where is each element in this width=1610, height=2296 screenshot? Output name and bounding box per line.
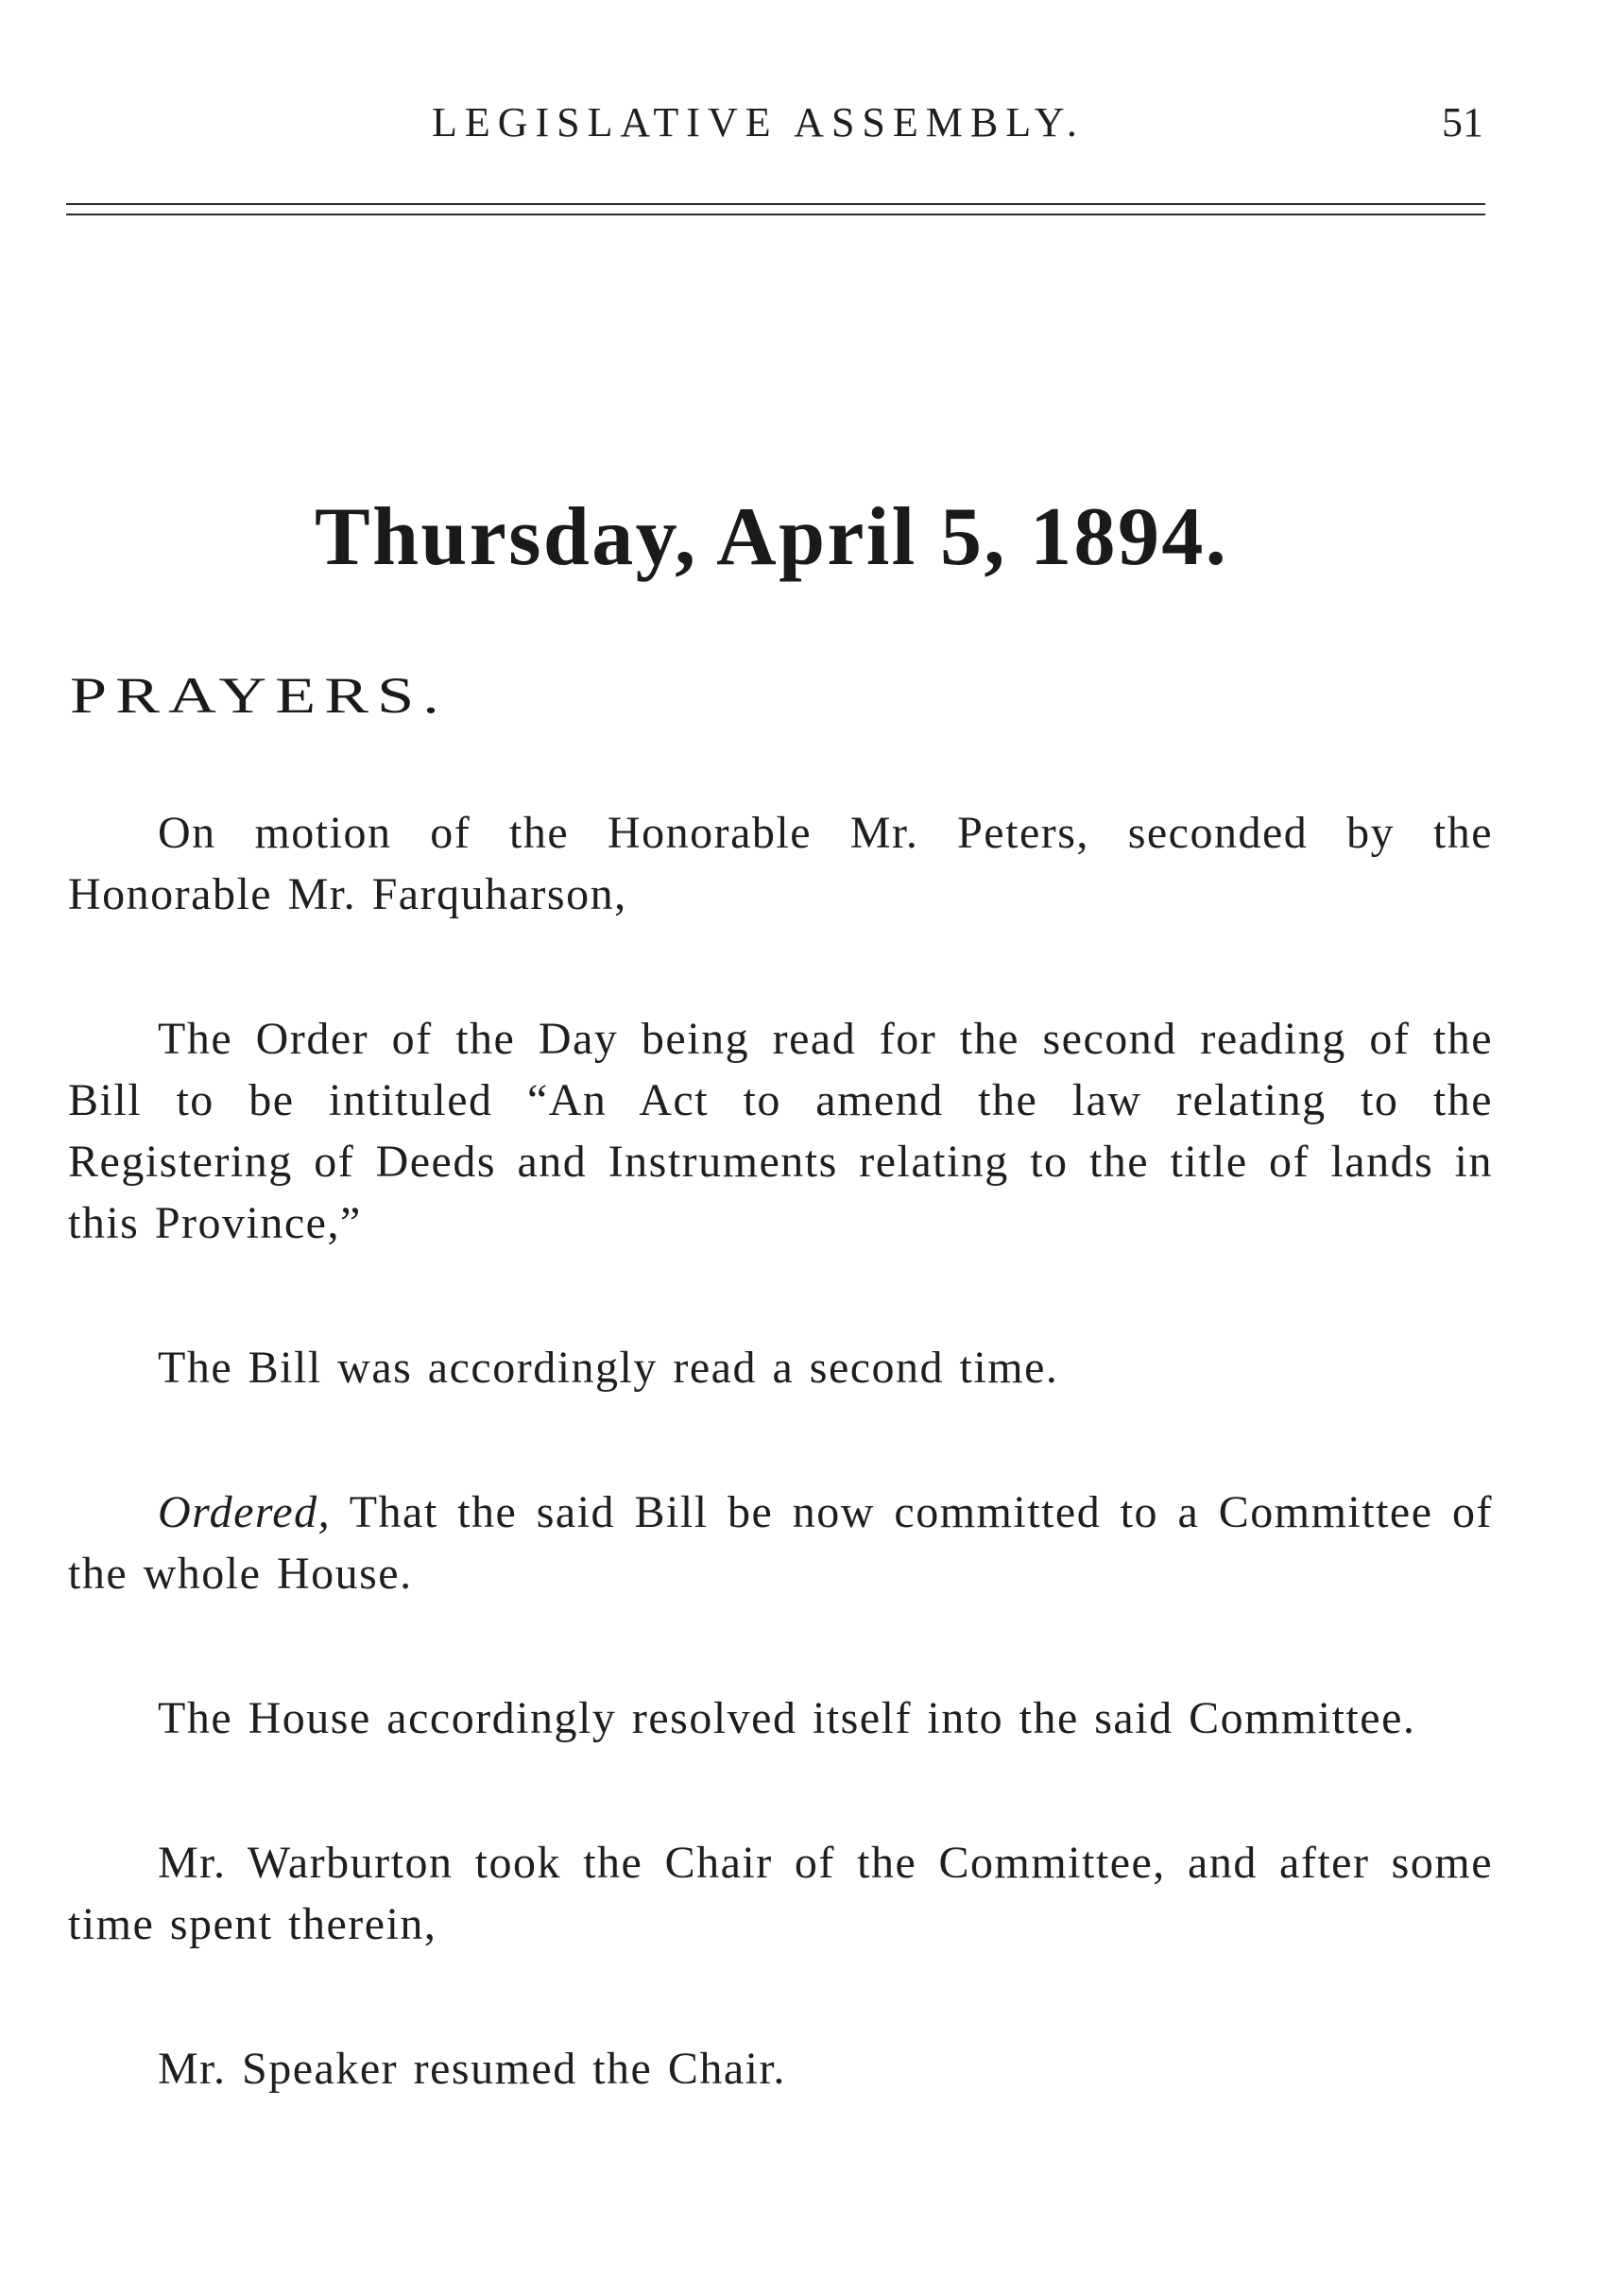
paragraph-order-of-the-day bbox=[68, 1008, 1493, 1254]
page-number: 51 bbox=[1442, 99, 1483, 146]
paragraph-line: The House accordingly resolved itself into the said Committee. bbox=[158, 1693, 1416, 1743]
date-heading: Thursday, April 5, 1894. bbox=[315, 491, 1229, 583]
paragraph-line: Registering of Deeds and Instruments relating to the title of lands in bbox=[68, 1137, 1493, 1187]
paragraph-ordered-committed bbox=[68, 1482, 1493, 1604]
paragraph-chair-taken bbox=[68, 1832, 1493, 1955]
paragraph-motion bbox=[68, 802, 1493, 925]
paragraph-house-resolved bbox=[68, 1688, 1493, 1749]
paragraph-line: The Order of the Day being read for the second reading of the bbox=[158, 1014, 1493, 1064]
paragraph-line: The Bill was accordingly read a second time. bbox=[158, 1343, 1059, 1393]
paragraph-line: On motion of the Honorable Mr. Peters, seconded by the bbox=[158, 808, 1493, 858]
paragraph-second-reading bbox=[68, 1337, 1493, 1398]
paragraph-line: time spent therein, bbox=[68, 1899, 437, 1949]
paragraph-line: the whole House. bbox=[68, 1549, 413, 1599]
paragraph-line: this Province,” bbox=[68, 1198, 362, 1248]
journal-body bbox=[68, 802, 1493, 2099]
paragraph-line-text: That the said Bill be now committed to a Committee of bbox=[349, 1487, 1493, 1537]
paragraph-line: Mr. Speaker resumed the Chair. bbox=[158, 2044, 786, 2094]
paragraph-line: Mr. Warburton took the Chair of the Committee, and after some bbox=[158, 1838, 1493, 1888]
paragraph-speaker-resumed bbox=[68, 2038, 1493, 2099]
paragraph-line: Honorable Mr. Farquharson, bbox=[68, 869, 627, 919]
paragraph-line bbox=[68, 1482, 1493, 1543]
header-double-rule bbox=[66, 203, 1485, 215]
ordered-italic-lead: Ordered, bbox=[158, 1487, 332, 1537]
running-title: LEGISLATIVE ASSEMBLY. bbox=[432, 99, 1085, 146]
section-heading-prayers: PRAYERS. bbox=[70, 667, 448, 724]
paragraph-line: Bill to be intituled “An Act to amend the law relating to the bbox=[68, 1075, 1493, 1125]
